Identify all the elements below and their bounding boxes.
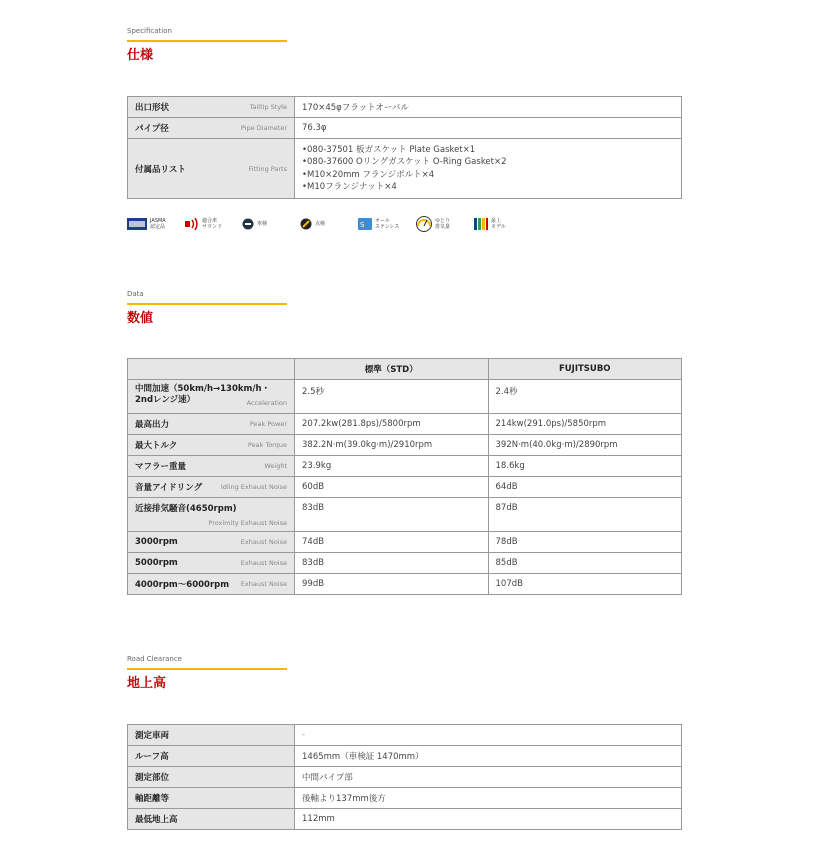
table-row <box>128 456 682 477</box>
row-label <box>128 97 295 118</box>
table-row <box>128 118 682 139</box>
row-label: 測定部位 <box>128 767 295 788</box>
std-value: 83dB <box>295 553 489 574</box>
list-item: •080-37600 Oリングガスケット O-Ring Gasket×2 <box>302 157 507 167</box>
data-heading <box>127 289 682 327</box>
std-value: 60dB <box>295 477 489 498</box>
fujitsubo-value: 214kw(291.0ps)/5850rpm <box>488 414 682 435</box>
icon-label: ゆとり <box>435 218 451 224</box>
jasma-icon <box>127 215 166 233</box>
label-en: Proximity Exhaust Noise <box>208 519 287 527</box>
label-en: Peak Torque <box>247 441 287 449</box>
row-label <box>128 380 295 414</box>
label-en: Tailtip Style <box>249 103 287 111</box>
row-label <box>128 498 295 532</box>
row-value <box>295 139 682 199</box>
section-heading-jp: 数値 <box>127 311 154 326</box>
row-value: - <box>295 725 682 746</box>
std-value: 99dB <box>295 574 489 595</box>
label-jp: パイプ径 <box>135 124 169 134</box>
clearance-table <box>127 724 682 830</box>
list-item: •080-37501 板ガスケット Plate Gasket×1 <box>302 144 476 155</box>
specification-heading <box>127 26 682 64</box>
fujitsubo-value: 64dB <box>488 477 682 498</box>
specification-table <box>127 96 682 199</box>
label-en: Exhaust Noise <box>240 559 287 567</box>
label-en: Fitting Parts <box>248 164 287 173</box>
header-std: 標準（STD） <box>295 359 489 380</box>
std-value: 23.9kg <box>295 456 489 477</box>
data-table-wrap <box>127 358 682 595</box>
clearance-table-wrap <box>127 724 682 830</box>
section-underline <box>127 668 287 670</box>
table-row <box>128 498 682 532</box>
label-en: Exhaust Noise <box>240 580 287 588</box>
label-en: Weight <box>264 462 287 470</box>
stainless-icon <box>358 215 399 233</box>
row-value: 112mm <box>295 809 682 830</box>
table-row <box>128 532 682 553</box>
svg-text:S: S <box>360 221 365 229</box>
gauge-icon <box>416 215 450 233</box>
fujitsubo-value: 18.6kg <box>488 456 682 477</box>
fujitsubo-value: 392N·m(40.0kg·m)/2890rpm <box>488 435 682 456</box>
table-row <box>128 97 682 118</box>
section-heading-jp: 仕様 <box>127 48 154 63</box>
table-row <box>128 553 682 574</box>
icon-label: オール <box>375 218 390 224</box>
table-row <box>128 139 682 199</box>
row-label <box>128 553 295 574</box>
row-label <box>128 477 295 498</box>
label-jp: 中間加速（50km/h→130km/h・2ndレンジ速） <box>135 384 271 405</box>
table-row <box>128 809 682 830</box>
label-en: Acceleration <box>246 399 287 407</box>
list-item: •M10×20mm フランジボルト×4 <box>302 169 435 180</box>
pen-icon <box>300 215 325 233</box>
icon-label: 最上 <box>491 218 502 224</box>
row-label <box>128 435 295 456</box>
specification-table-wrap <box>127 96 682 199</box>
table-row <box>128 477 682 498</box>
icon-label: ステンレス <box>375 224 400 230</box>
label-jp: 付属品リスト <box>135 164 186 175</box>
label-en: Peak Power <box>249 420 287 428</box>
fujitsubo-value: 87dB <box>488 498 682 532</box>
sound-icon <box>185 215 222 233</box>
icon-label: サウンド <box>202 224 223 230</box>
label-jp: 最高出力 <box>135 420 170 430</box>
table-row <box>128 725 682 746</box>
row-label <box>128 139 295 199</box>
icon-label: 排気量 <box>435 224 451 230</box>
table-row <box>128 574 682 595</box>
row-value: 後軸より137mm後方 <box>295 788 682 809</box>
label-en: Pipe Diameter <box>240 124 287 132</box>
table-row <box>128 746 682 767</box>
table-row <box>128 414 682 435</box>
row-label: ルーフ高 <box>128 746 295 767</box>
icon-label: 車検 <box>257 221 268 227</box>
section-underline <box>127 303 287 305</box>
label-jp: 音量アイドリング <box>135 483 203 493</box>
row-value: 170×45φフラットオーバル <box>295 97 682 118</box>
row-label <box>128 414 295 435</box>
std-value: 207.2kw(281.8ps)/5800rpm <box>295 414 489 435</box>
section-underline <box>127 40 287 42</box>
fujitsubo-value: 107dB <box>488 574 682 595</box>
row-label <box>128 118 295 139</box>
label-jp: マフラー重量 <box>135 462 187 472</box>
row-label <box>128 532 295 553</box>
table-row <box>128 767 682 788</box>
table-row <box>128 788 682 809</box>
circle-icon <box>242 215 267 233</box>
row-label: 測定車両 <box>128 725 295 746</box>
label-jp: 5000rpm <box>135 558 178 568</box>
row-label: 最低地上高 <box>128 809 295 830</box>
section-heading-en: Data <box>127 290 144 298</box>
std-value: 2.5秒 <box>295 380 489 414</box>
std-value: 74dB <box>295 532 489 553</box>
data-table <box>127 358 682 595</box>
section-heading-en: Road Clearance <box>127 655 182 663</box>
section-heading-jp: 地上高 <box>127 676 167 691</box>
row-label <box>128 574 295 595</box>
fujitsubo-value: 85dB <box>488 553 682 574</box>
label-jp: 近接排気騒音(4650rpm) <box>135 504 237 514</box>
row-value: 中間パイプ部 <box>295 767 682 788</box>
feature-icons <box>127 215 527 235</box>
label-jp: 3000rpm <box>135 537 178 547</box>
table-row <box>128 435 682 456</box>
icon-label: モデル <box>491 224 506 230</box>
icon-label: JASMA <box>150 218 166 224</box>
fujitsubo-value: 2.4秒 <box>488 380 682 414</box>
table-row <box>128 380 682 414</box>
label-en: Idling Exhaust Noise <box>220 483 287 491</box>
header-empty <box>128 359 295 380</box>
row-label <box>128 456 295 477</box>
label-en: Exhaust Noise <box>240 538 287 546</box>
label-jp: 最大トルク <box>135 441 178 451</box>
row-value: 76.3φ <box>295 118 682 139</box>
icon-label: 認定品 <box>150 224 166 230</box>
label-jp: 出口形状 <box>135 103 170 113</box>
row-label: 軸距離等 <box>128 788 295 809</box>
std-value: 382.2N·m(39.0kg·m)/2910rpm <box>295 435 489 456</box>
table-header-row <box>128 359 682 380</box>
list-item: •M10フランジナット×4 <box>302 182 397 192</box>
row-value: 1465mm（車検証 1470mm） <box>295 746 682 767</box>
clearance-heading <box>127 654 682 692</box>
header-fujitsubo: FUJITSUBO <box>488 359 682 380</box>
section-heading-en: Specification <box>127 27 172 35</box>
icon-label: 点検 <box>315 221 326 227</box>
std-value: 83dB <box>295 498 489 532</box>
fujitsubo-value: 78dB <box>488 532 682 553</box>
icon-label: 適合車 <box>202 218 218 224</box>
label-jp: 4000rpm～6000rpm <box>135 580 230 590</box>
bars-icon <box>474 215 506 233</box>
